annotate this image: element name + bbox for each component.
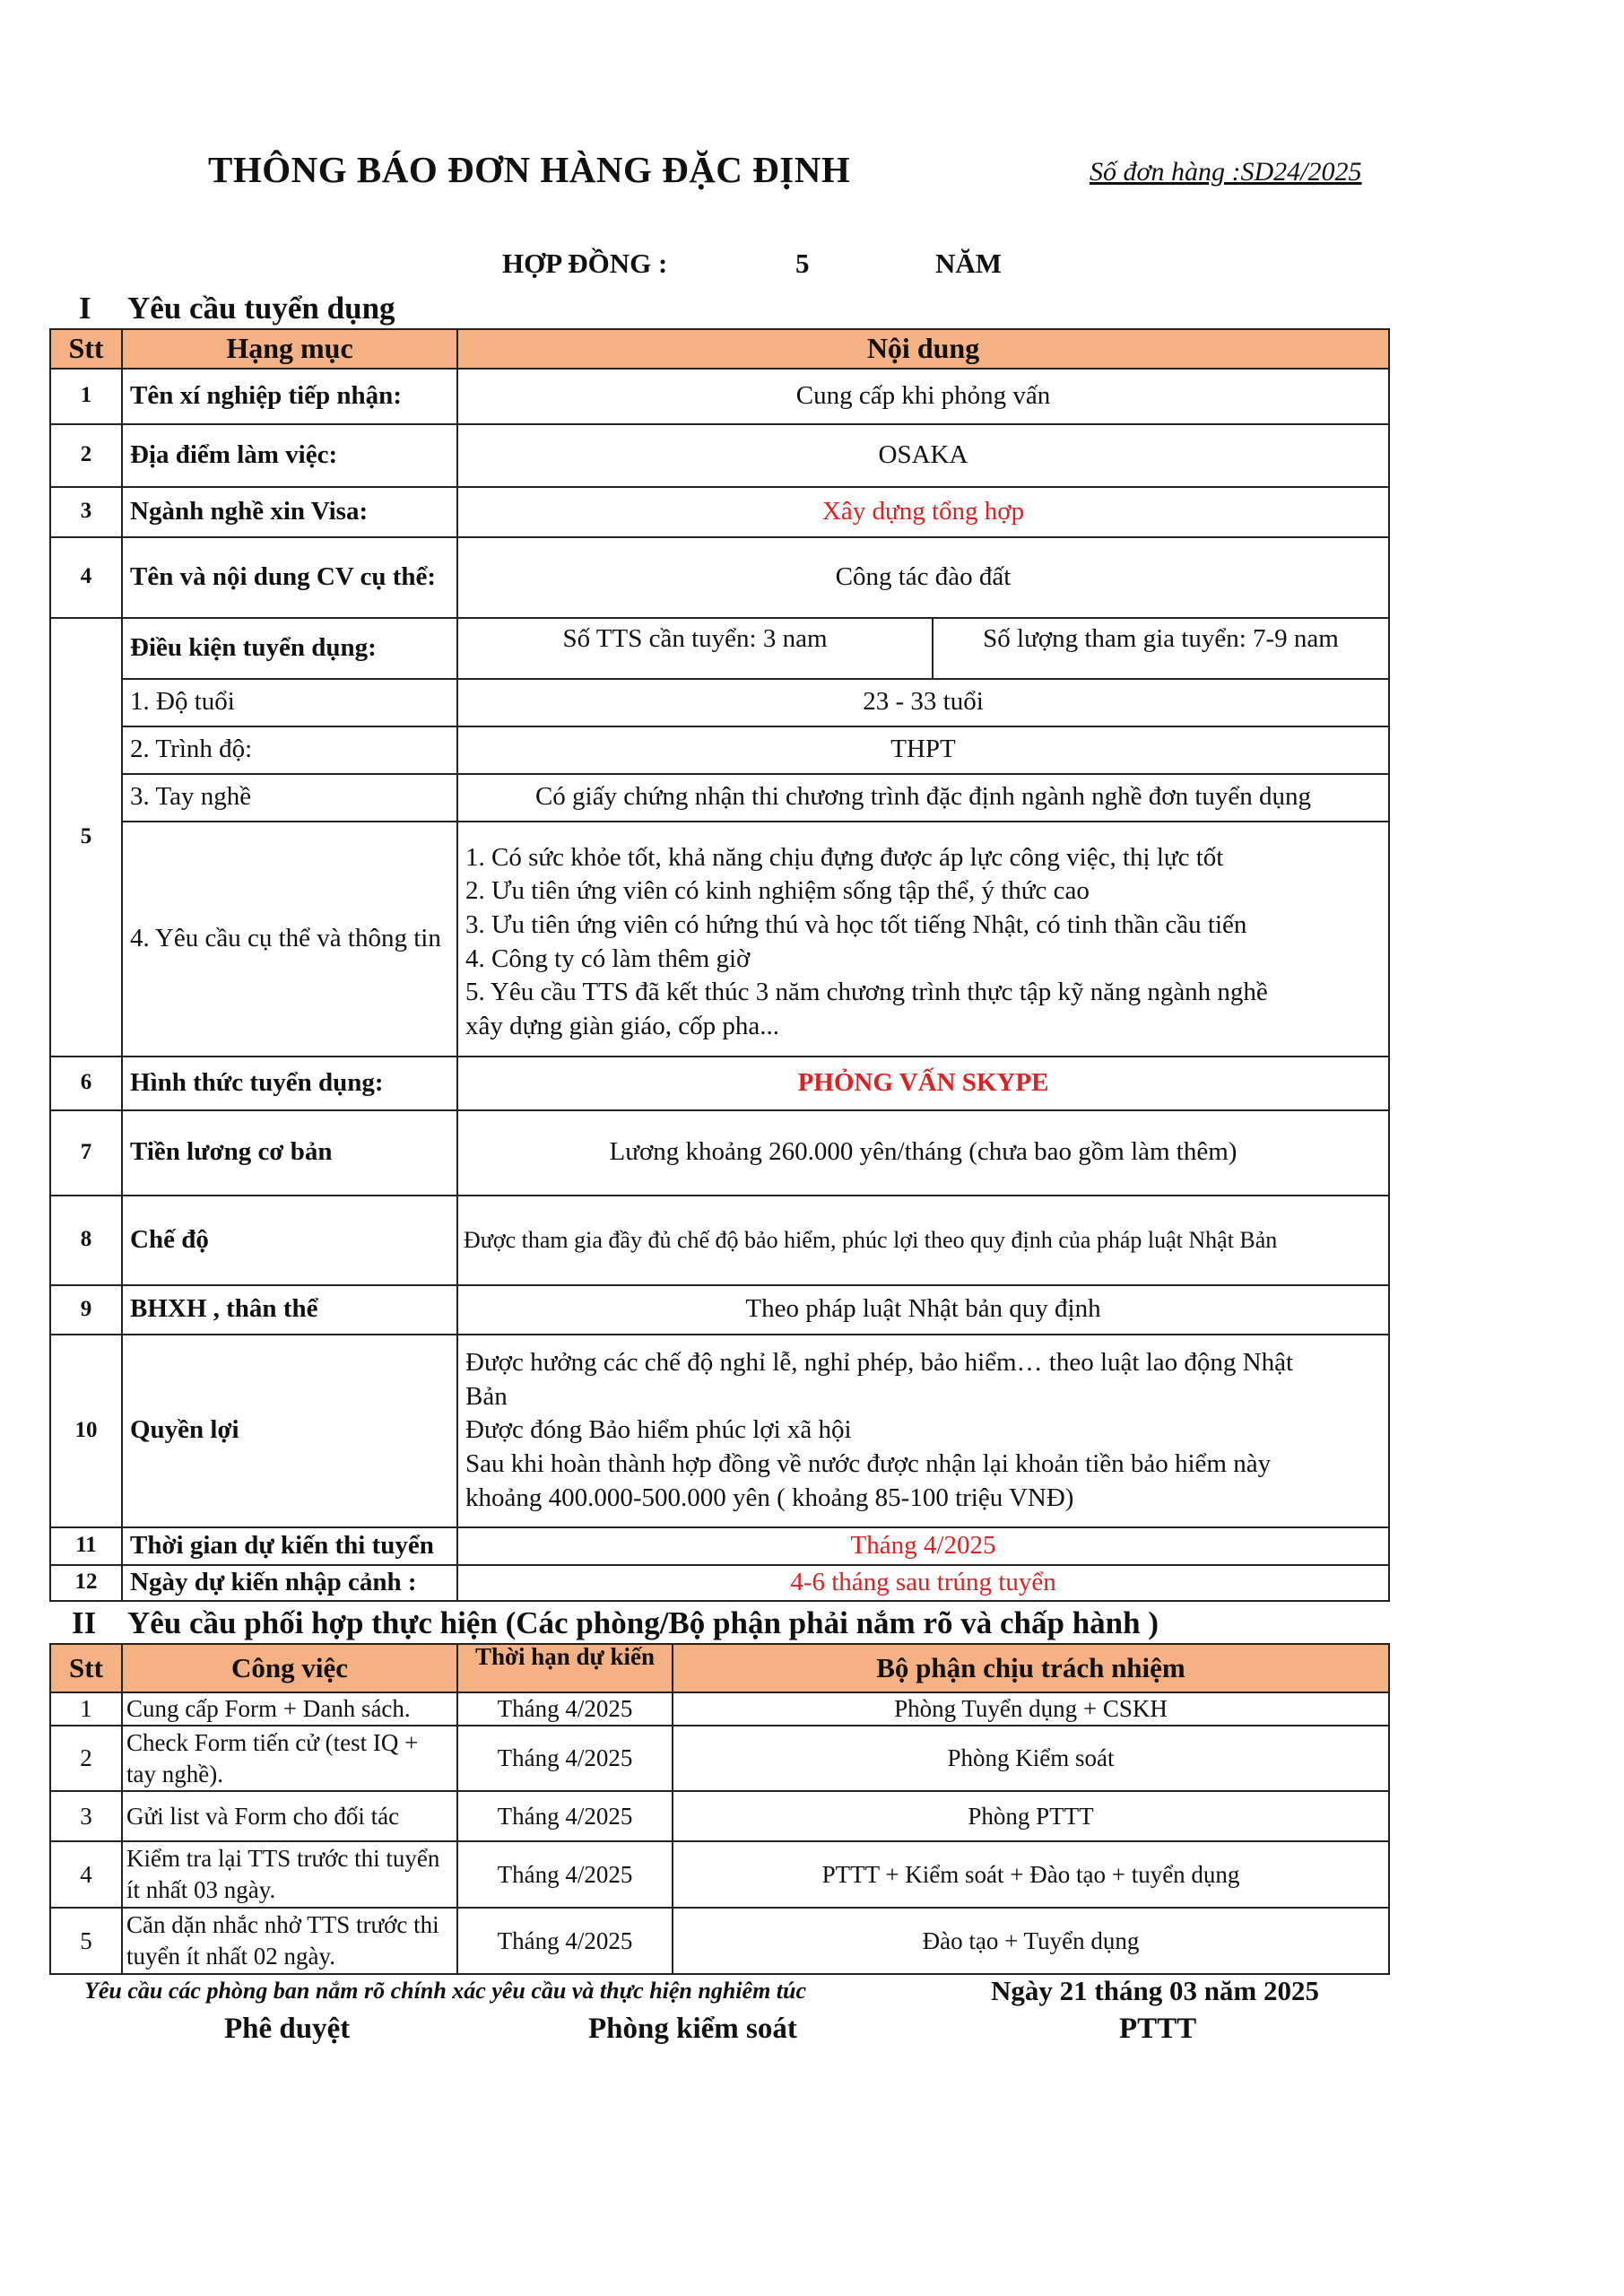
row-stt: 4	[50, 1841, 122, 1908]
header-department: Bộ phận chịu trách nhiệm	[673, 1644, 1389, 1692]
order-number: Số đơn hàng :SD24/2025	[1090, 157, 1362, 187]
requirement-line: 3. Ưu tiên ứng viên có hứng thú và học tốt tiếng Nhật, có tinh thần cầu tiến	[465, 909, 1247, 939]
table-row	[50, 1841, 1389, 1908]
row-deadline: Tháng 4/2025	[457, 1791, 673, 1841]
skill-label: 3. Tay nghề	[122, 774, 457, 822]
benefit-line: khoảng 400.000-500.000 yên ( khoảng 85-100 triệu VNĐ)	[465, 1483, 1074, 1512]
table-row	[50, 487, 1389, 537]
requirement-line: 4. Công ty có làm thêm giờ	[465, 944, 751, 973]
row-deadline: Tháng 4/2025	[457, 1692, 673, 1726]
skill-value: Có giấy chứng nhận thi chương trình đặc định ngành nghề đơn tuyển dụng	[457, 774, 1389, 822]
row-department: Phòng PTTT	[673, 1791, 1389, 1841]
table-row	[50, 1791, 1389, 1841]
row-value: OSAKA	[457, 424, 1389, 487]
row-task: Kiểm tra lại TTS trước thi tuyển ít nhất 03 ngày.	[122, 1841, 457, 1908]
row-label: Tiền lương cơ bản	[122, 1110, 457, 1196]
table-row	[50, 1110, 1389, 1196]
row-stt: 11	[50, 1527, 122, 1565]
contract-duration-value: 5	[795, 248, 810, 279]
row-label: Địa điểm làm việc:	[122, 424, 457, 487]
coordination-table	[49, 1643, 1390, 1975]
section2-roman: II	[72, 1605, 97, 1640]
row-label: Ngày dự kiến nhập cảnh :	[122, 1565, 457, 1601]
section2-title: Yêu cầu phối hợp thực hiện (Các phòng/Bộ phận phải nắm rõ và chấp hành )	[127, 1605, 1159, 1640]
table-row	[50, 726, 1389, 774]
row-value: Xây dựng tổng hợp	[457, 487, 1389, 537]
header-item: Hạng mục	[122, 329, 457, 369]
table-row	[50, 1196, 1389, 1285]
row-label: Ngành nghề xin Visa:	[122, 487, 457, 537]
row-label: Thời gian dự kiến thi tuyển	[122, 1527, 457, 1565]
table-row	[50, 618, 1389, 679]
row-stt: 6	[50, 1057, 122, 1110]
requirements-label: 4. Yêu cầu cụ thể và thông tin	[122, 822, 457, 1057]
document-title: THÔNG BÁO ĐƠN HÀNG ĐẶC ĐỊNH	[208, 149, 851, 190]
table-row	[50, 679, 1389, 726]
row-value: 4-6 tháng sau trúng tuyển	[457, 1565, 1389, 1601]
benefits-list	[457, 1335, 1389, 1527]
row-stt: 1	[50, 369, 122, 424]
table-row	[50, 1565, 1389, 1601]
row-value: Công tác đào đất	[457, 537, 1389, 618]
table-row	[50, 369, 1389, 424]
row-label: Chế độ	[122, 1196, 457, 1285]
header-stt: Stt	[50, 1644, 122, 1692]
row-task: Check Form tiến cử (test IQ + tay nghề).	[122, 1726, 457, 1791]
signature-control-dept: Phòng kiểm soát	[588, 2013, 797, 2045]
section1-roman: I	[79, 291, 91, 326]
benefit-line: Bản	[465, 1381, 508, 1411]
row-value: PHỎNG VẤN SKYPE	[457, 1057, 1389, 1110]
requirement-line: 1. Có sức khỏe tốt, khả năng chịu đựng được áp lực công việc, thị lực tốt	[465, 842, 1224, 872]
requirement-line: xây dựng giàn giáo, cốp pha...	[465, 1011, 779, 1040]
table-row	[50, 1527, 1389, 1565]
row-stt: 10	[50, 1335, 122, 1527]
row-stt: 3	[50, 1791, 122, 1841]
row-task: Gửi list và Form cho đối tác	[122, 1791, 457, 1841]
table-row	[50, 1726, 1389, 1791]
table-row	[50, 774, 1389, 822]
row-value: Được tham gia đầy đủ chế độ bảo hiểm, phúc lợi theo quy định của pháp luật Nhật Bản	[457, 1196, 1389, 1285]
row-department: Phòng Kiểm soát	[673, 1726, 1389, 1791]
row-value: Tháng 4/2025	[457, 1527, 1389, 1565]
table-row	[50, 1285, 1389, 1335]
trainee-count: Số TTS cần tuyển: 3 nam	[457, 618, 933, 679]
row-stt: 5	[50, 1908, 122, 1974]
row-label: Quyền lợi	[122, 1335, 457, 1527]
requirement-line: 5. Yêu cầu TTS đã kết thúc 3 năm chương trình thực tập kỹ năng ngành nghề	[465, 978, 1268, 1007]
row-deadline: Tháng 4/2025	[457, 1841, 673, 1908]
benefit-line: Được đóng Bảo hiểm phúc lợi xã hội	[465, 1415, 852, 1445]
table-row	[50, 1057, 1389, 1110]
row-deadline: Tháng 4/2025	[457, 1908, 673, 1974]
signature-approve: Phê duyệt	[224, 2013, 351, 2045]
row-department: Phòng Tuyển dụng + CSKH	[673, 1692, 1389, 1726]
requirements-header-row	[50, 329, 1389, 369]
row-label: Tên và nội dung CV cụ thể:	[122, 537, 457, 618]
row-task: Cung cấp Form + Danh sách.	[122, 1692, 457, 1726]
row-deadline: Tháng 4/2025	[457, 1726, 673, 1791]
requirements-table	[49, 328, 1390, 1602]
row-value: Cung cấp khi phỏng vấn	[457, 369, 1389, 424]
table-row	[50, 424, 1389, 487]
row-stt: 8	[50, 1196, 122, 1285]
table-row	[50, 1908, 1389, 1974]
row-stt: 12	[50, 1565, 122, 1601]
contract-duration-unit: NĂM	[935, 248, 1003, 279]
benefit-line: Sau khi hoàn thành hợp đồng về nước được nhận lại khoản tiền bảo hiểm này	[465, 1448, 1272, 1478]
contract-label: HỢP ĐỒNG :	[502, 248, 668, 279]
row-stt: 1	[50, 1692, 122, 1726]
education-label: 2. Trình độ:	[122, 726, 457, 774]
row-department: Đào tạo + Tuyển dụng	[673, 1908, 1389, 1974]
header-deadline: Thời hạn dự kiến	[457, 1644, 673, 1692]
header-task: Công việc	[122, 1644, 457, 1692]
signature-pttt: PTTT	[1119, 2013, 1197, 2045]
table-row	[50, 1692, 1389, 1726]
row-label: BHXH , thân thể	[122, 1285, 457, 1335]
row-stt: 9	[50, 1285, 122, 1335]
coordination-header-row	[50, 1644, 1389, 1692]
footer-note: Yêu cầu các phòng ban nắm rõ chính xác yêu cầu và thực hiện nghiêm túc	[84, 1978, 807, 2004]
header-stt: Stt	[50, 329, 122, 369]
table-row	[50, 537, 1389, 618]
requirement-line: 2. Ưu tiên ứng viên có kinh nghiệm sống tập thể, ý thức cao	[465, 876, 1090, 906]
footer-date: Ngày 21 tháng 03 năm 2025	[991, 1975, 1320, 2006]
age-label: 1. Độ tuổi	[122, 679, 457, 726]
requirements-list	[457, 822, 1389, 1057]
row-department: PTTT + Kiểm soát + Đào tạo + tuyển dụng	[673, 1841, 1389, 1908]
table-row	[50, 822, 1389, 1057]
participant-count: Số lượng tham gia tuyển: 7-9 nam	[933, 618, 1389, 679]
section1-title: Yêu cầu tuyển dụng	[127, 291, 395, 326]
row-stt: 4	[50, 537, 122, 618]
row-label: Tên xí nghiệp tiếp nhận:	[122, 369, 457, 424]
row-label: Hình thức tuyển dụng:	[122, 1057, 457, 1110]
row-label: Điều kiện tuyển dụng:	[122, 618, 457, 679]
row-value: Lương khoảng 260.000 yên/tháng (chưa bao gồm làm thêm)	[457, 1110, 1389, 1196]
age-value: 23 - 33 tuổi	[457, 679, 1389, 726]
row-stt: 3	[50, 487, 122, 537]
row-stt: 2	[50, 424, 122, 487]
table-row	[50, 1335, 1389, 1527]
row-stt: 5	[50, 618, 122, 1057]
row-stt: 2	[50, 1726, 122, 1791]
row-task: Căn dặn nhắc nhở TTS trước thi tuyển ít nhất 02 ngày.	[122, 1908, 457, 1974]
benefit-line: Được hưởng các chế độ nghỉ lễ, nghỉ phép, bảo hiểm… theo luật lao động Nhật	[465, 1347, 1294, 1377]
row-stt: 7	[50, 1110, 122, 1196]
header-content: Nội dung	[457, 329, 1389, 369]
row-value: Theo pháp luật Nhật bản quy định	[457, 1285, 1389, 1335]
education-value: THPT	[457, 726, 1389, 774]
